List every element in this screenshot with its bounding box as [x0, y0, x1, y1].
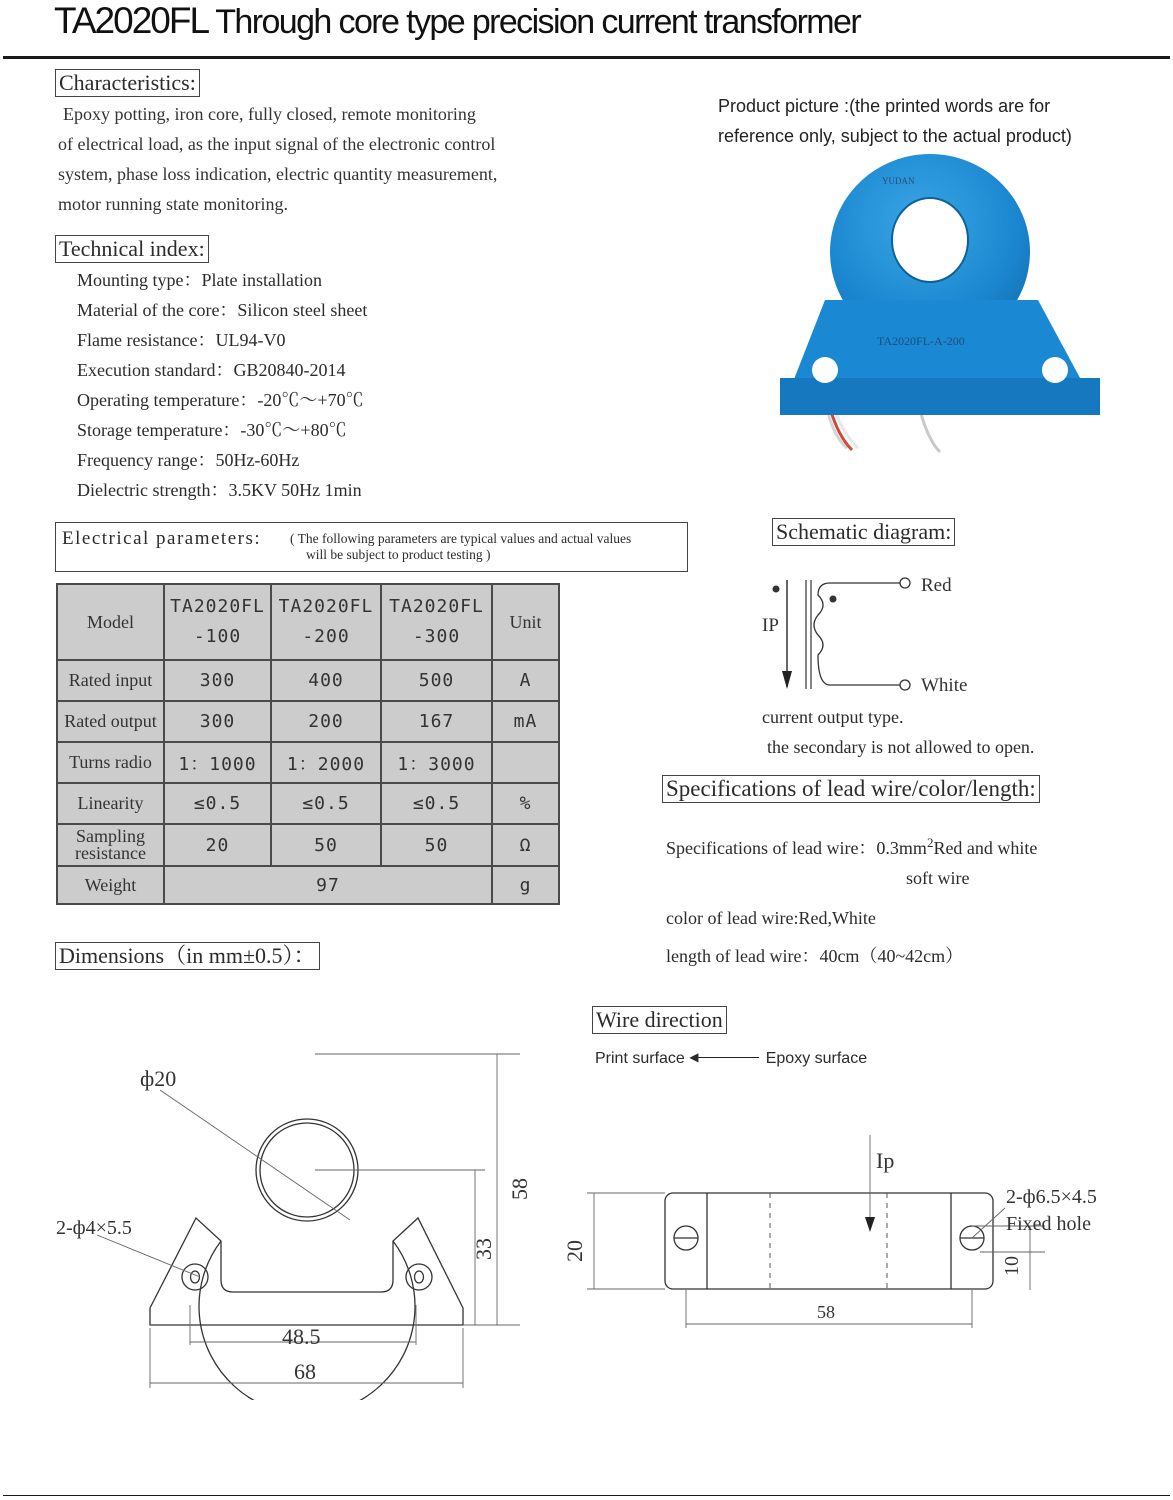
title-text: Through core type precision current transformer: [215, 3, 861, 41]
row-unit: %: [492, 783, 559, 824]
product-caption-line1: Product picture :(the printed words are for: [718, 96, 1051, 116]
header-model-3: [381, 584, 492, 660]
lead-length: length of lead wire：40cm（40~42cm）: [666, 946, 964, 966]
characteristics-line: of electrical load, as the input signal of the electronic control: [58, 134, 496, 154]
technical-item: Mounting type：Plate installation: [77, 270, 322, 290]
row-label: Rated input: [57, 660, 164, 701]
characteristics-line: Epoxy potting, iron core, fully closed, remote monitoring: [63, 104, 476, 124]
model-suffix: -100: [193, 626, 242, 647]
dim-phi20: ф20: [140, 1066, 177, 1091]
electrical-heading-box: [55, 522, 688, 572]
row-label: Turns radio: [57, 742, 164, 783]
header-unit: Unit: [492, 584, 559, 660]
electrical-heading: Electrical parameters:: [62, 528, 262, 549]
weight-value: 97: [164, 866, 492, 904]
model-suffix: -300: [412, 626, 461, 647]
technical-item: Dielectric strength：3.5KV 50Hz 1min: [77, 480, 362, 500]
wire-hole-label: 2-ф6.5×4.5: [1006, 1186, 1097, 1208]
table-row: [57, 660, 559, 701]
dim-33: 33: [471, 1238, 496, 1260]
schematic-note: current output type.: [762, 707, 904, 727]
product-label: TA2020FL-A-200: [877, 334, 965, 348]
row-value: 1：3000: [381, 742, 492, 783]
lead-spec-text: Specifications of lead wire：0.3mm: [666, 838, 927, 858]
schematic-red-label: Red: [921, 575, 952, 596]
row-value: 50: [381, 824, 492, 866]
bottom-rule: [3, 1495, 1170, 1496]
characteristics-line: motor running state monitoring.: [58, 194, 288, 214]
header-model-1: [164, 584, 271, 660]
weight-label: Weight: [57, 866, 164, 904]
dim-48-5: 48.5: [282, 1324, 321, 1349]
row-value: 300: [164, 701, 271, 742]
electrical-note-line1: ( The following parameters are typical values and actual values: [290, 531, 632, 546]
row-value: 1：2000: [271, 742, 381, 783]
technical-item: Frequency range：50Hz-60Hz: [77, 450, 300, 470]
row-unit: mA: [492, 701, 559, 742]
wire-direction-row: [595, 1050, 867, 1068]
characteristics-line: system, phase loss indication, electric quantity measurement,: [58, 164, 498, 184]
table-row: [57, 783, 559, 824]
schematic-ip-label: IP: [762, 615, 779, 636]
row-label: Rated output: [57, 701, 164, 742]
direction-arrow: [689, 1050, 759, 1064]
row-value: 1：1000: [164, 742, 271, 783]
print-surface-label: Print surface: [595, 1050, 685, 1067]
schematic-notes: [762, 702, 1034, 762]
lead-spec-sup: 2: [926, 835, 934, 850]
title-model: TA2020FL: [54, 0, 209, 41]
wire-ip-label: Ip: [876, 1148, 895, 1173]
table-row: [57, 701, 559, 742]
wire-dim-20: 20: [562, 1240, 587, 1262]
page-title: [54, 0, 860, 42]
schematic-white-label: White: [921, 675, 968, 695]
row-value: 167: [381, 701, 492, 742]
schematic-note: the secondary is not allowed to open.: [767, 737, 1035, 757]
lead-specs: [666, 828, 1037, 971]
row-value: 20: [164, 824, 271, 866]
model-name: TA2020FL: [170, 596, 265, 617]
wire-heading: Wire direction: [592, 1006, 727, 1034]
lead-heading: Specifications of lead wire/color/length:: [662, 775, 1040, 803]
header-model: Model: [57, 584, 164, 660]
table-row: [57, 742, 559, 783]
technical-heading: Technical index:: [55, 235, 209, 263]
table-row-weight: [57, 866, 559, 904]
row-unit: [492, 742, 559, 783]
dim-68: 68: [294, 1359, 316, 1384]
row-value: 50: [271, 824, 381, 866]
technical-item: Operating temperature：-20℃～+70℃: [77, 390, 364, 410]
table-header-row: [57, 584, 559, 660]
parameters-table: [56, 583, 560, 905]
row-value: 500: [381, 660, 492, 701]
lead-spec-line2: soft wire: [906, 868, 970, 888]
row-value: 400: [271, 660, 381, 701]
row-value: 300: [164, 660, 271, 701]
technical-item: Storage temperature：-30℃～+80℃: [77, 420, 347, 440]
row-label: Linearity: [57, 783, 164, 824]
weight-unit: g: [492, 866, 559, 904]
lead-color: color of lead wire:Red,White: [666, 908, 876, 928]
title-rule: [3, 56, 1170, 59]
arrow-left-icon: ◀: [689, 1050, 699, 1064]
product-caption: [718, 91, 1072, 151]
electrical-note: [290, 531, 631, 563]
technical-list: [77, 265, 367, 505]
wire-dim-58: 58: [817, 1302, 835, 1322]
table-row: [57, 824, 559, 866]
epoxy-surface-label: Epoxy surface: [765, 1050, 868, 1067]
row-value: 200: [271, 701, 381, 742]
row-label-line: resistance: [75, 843, 146, 863]
lead-spec-line: [666, 828, 1037, 863]
dim-hole: 2-ф4×5.5: [56, 1217, 132, 1239]
technical-item: Flame resistance：UL94-V0: [77, 330, 286, 350]
wire-direction-drawing: [560, 1130, 1160, 1340]
row-unit: A: [492, 660, 559, 701]
row-value: ≤0.5: [164, 783, 271, 824]
lead-spec-text-b: Red and white: [933, 838, 1038, 858]
model-name: TA2020FL: [278, 596, 374, 617]
row-label-line: Sampling: [75, 826, 145, 846]
row-value: ≤0.5: [271, 783, 381, 824]
technical-item: Execution standard：GB20840-2014: [77, 360, 346, 380]
wire-dim-10: 10: [1001, 1256, 1023, 1276]
row-label: [57, 824, 164, 866]
characteristics-text: [58, 99, 578, 219]
dim-58: 58: [507, 1178, 532, 1200]
product-photo: [770, 150, 1110, 460]
characteristics-heading: Characteristics:: [55, 69, 200, 97]
product-caption-line2: reference only, subject to the actual product): [718, 126, 1072, 146]
header-model-2: [271, 584, 381, 660]
model-suffix: -200: [302, 626, 350, 647]
dimension-drawing: [50, 1050, 550, 1400]
electrical-note-line2: will be subject to product testing ): [306, 547, 491, 562]
row-unit: Ω: [492, 824, 559, 866]
product-top-label: YUDAN: [882, 176, 915, 186]
schematic-heading: Schematic diagram:: [772, 518, 955, 546]
technical-item: Material of the core：Silicon steel sheet: [77, 300, 368, 320]
row-value: ≤0.5: [381, 783, 492, 824]
model-name: TA2020FL: [389, 596, 484, 617]
wire-fixed-hole-label: Fixed hole: [1006, 1213, 1091, 1235]
dimensions-heading: Dimensions（in mm±0.5）：: [55, 942, 320, 970]
schematic-diagram: [755, 565, 995, 695]
